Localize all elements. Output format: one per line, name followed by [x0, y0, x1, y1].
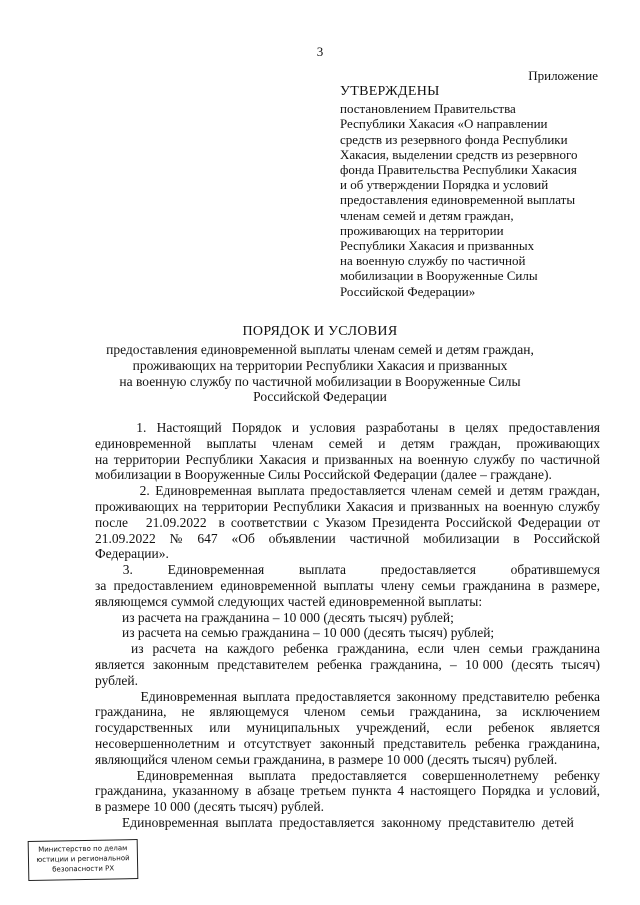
paragraph-line: является законным представителем ребенка гражданина, – 10 000 (десять тысяч) — [95, 656, 600, 672]
body-paragraph — [95, 625, 600, 641]
approval-line: фонда Правительства Республики Хакасия — [340, 162, 577, 178]
approval-line: постановлением Правительства — [340, 101, 516, 117]
paragraph-line: Федерации». — [95, 546, 169, 562]
paragraph-line: рублей. — [95, 672, 139, 688]
paragraph-line: государственных или муниципальных учреждений, если ребенок является — [95, 720, 600, 736]
subtitle-line: Российской Федерации — [253, 389, 387, 405]
paragraph-line: мобилизации в Вооруженные Силы Российской Федерации (далее – граждане). — [95, 467, 552, 483]
paragraph-line: после 21.09.2022 в соответствии с Указом Президента Российской Федерации от — [95, 514, 600, 530]
approval-line: Российской Федерации» — [340, 283, 476, 299]
approval-line: проживающих на территории — [340, 222, 504, 238]
approval-heading: УТВЕРЖДЕНЫ — [340, 84, 440, 99]
subtitle-line: предоставления единовременной выплаты членам семей и детям граждан, — [106, 342, 534, 357]
approval-line: мобилизации в Вооруженные Силы — [340, 268, 538, 284]
paragraph-line: проживающих на территории Республики Хакасия и призванных на военную службу — [95, 498, 600, 514]
paragraph-line: в размере 10 000 (десять тысяч) рублей. — [95, 799, 324, 815]
paragraph-line: Единовременная выплата предоставляется законному представителю ребенка — [95, 688, 600, 704]
document-subtitle — [90, 342, 550, 405]
subtitle-line: на военную службу по частичной мобилизации в Вооруженные Силы — [119, 373, 521, 389]
appendix-label: Приложение — [528, 68, 598, 83]
paragraph-line: гражданина, указанному в абзаце третьем пункта 4 настоящего Порядка и условий, — [95, 783, 600, 799]
document-title: ПОРЯДОК И УСЛОВИЯ — [242, 324, 398, 339]
paragraph-line: несовершеннолетним и отсутствует законный представитель ребенка гражданина, — [95, 735, 600, 751]
stamp-line: Министерство по делам — [38, 844, 128, 854]
paragraph-line: являющемся суммой следующих частей единовременной выплаты: — [95, 593, 483, 609]
body-paragraph — [95, 768, 600, 815]
paragraph-line: за предоставлением единовременной выплаты члену семьи гражданина в размере, — [95, 577, 600, 593]
stamp-line: юстиции и региональной — [36, 854, 130, 864]
body-paragraph — [95, 641, 600, 688]
document-body — [95, 420, 600, 831]
body-paragraph — [95, 689, 600, 768]
approval-line: средств из резервного фонда Республики — [340, 131, 568, 147]
body-paragraph — [95, 815, 600, 831]
paragraph-line: из расчета на гражданина – 10 000 (десять тысяч) рублей; — [95, 609, 454, 625]
body-paragraph — [95, 562, 600, 609]
paragraph-line: 2. Единовременная выплата предоставляется членам семей и детям граждан, — [95, 483, 600, 499]
approval-line: и об утверждении Порядка и условий — [340, 177, 549, 193]
approval-line: Хакасия, выделении средств из резервного — [340, 146, 578, 162]
paragraph-line: 3. Единовременная выплата предоставляется обратившемуся — [95, 562, 600, 578]
subtitle-line: проживающих на территории Республики Хакасия и призванных — [132, 357, 508, 373]
approval-line: предоставления единовременной выплаты — [340, 192, 576, 208]
body-paragraph — [95, 610, 600, 626]
paragraph-line: единовременной выплаты членам семей и детям граждан, проживающих — [95, 435, 600, 451]
paragraph-line: Единовременная выплата предоставляется совершеннолетнему ребенку — [95, 767, 600, 783]
body-paragraph — [95, 420, 600, 483]
page-number: 3 — [316, 44, 324, 59]
approval-line: Республики Хакасия и призванных — [340, 238, 535, 254]
paragraph-line: являющийся членом семьи гражданина, в размере 10 000 (десять тысяч) рублей. — [95, 751, 558, 767]
approval-line: членам семей и детям граждан, — [340, 207, 514, 223]
stamp-line: безопасности РХ — [52, 864, 115, 874]
paragraph-line: из расчета на каждого ребенка гражданина, если член семьи гражданина — [95, 641, 600, 657]
ministry-stamp — [28, 839, 139, 881]
approval-block — [340, 84, 610, 299]
paragraph-line: на территории Республики Хакасия и призванных на военную службу по частичной — [95, 451, 600, 467]
paragraph-line: из расчета на семью гражданина – 10 000 (десять тысяч) рублей; — [95, 625, 495, 641]
paragraph-line: 1. Настоящий Порядок и условия разработаны в целях предоставления — [95, 420, 600, 435]
paragraph-line: 21.09.2022 № 647 «Об объявлении частичной мобилизации в Российской — [95, 530, 600, 546]
approval-line: Республики Хакасия «О направлении — [340, 116, 548, 132]
paragraph-line: гражданина, не являющемуся членом семьи гражданина, за исключением — [95, 704, 600, 720]
approval-line: на военную службу по частичной — [340, 253, 526, 269]
paragraph-line: Единовременная выплата предоставляется законному представителю детей — [95, 814, 574, 830]
body-paragraph — [95, 483, 600, 562]
